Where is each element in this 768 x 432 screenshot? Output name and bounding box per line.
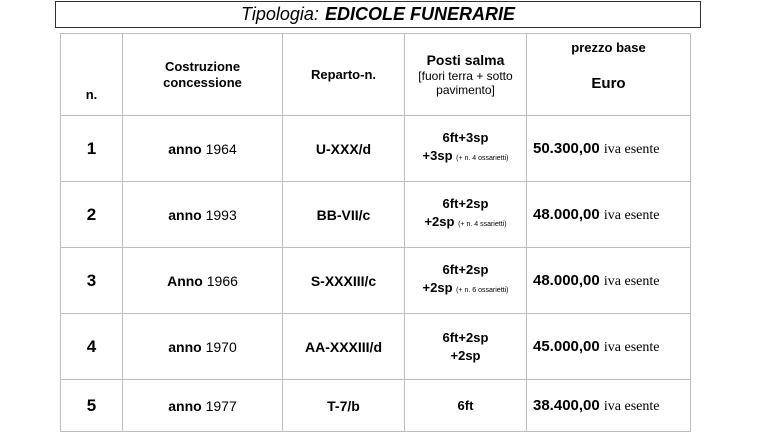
row-reparto: S-XXXIII/c: [283, 248, 405, 314]
header-posti: [405, 34, 527, 116]
row-prezzo: 45.000,00 iva esente: [527, 314, 691, 380]
table-row: [61, 314, 691, 380]
row-number: 4: [61, 314, 123, 380]
row-posti: 6ft+2sp +2sp: [405, 314, 527, 380]
row-posti: 6ft+3sp +3sp (+ n. 4 ossarietti): [405, 116, 527, 182]
header-prezzo-top: prezzo base: [571, 39, 646, 55]
header-posti-main: Posti salma: [426, 52, 505, 68]
table-row: [61, 182, 691, 248]
row-costruzione: anno 1970: [123, 314, 283, 380]
row-prezzo: 48.000,00 iva esente: [527, 248, 691, 314]
table-row: [61, 116, 691, 182]
row-prezzo: 50.300,00 iva esente: [527, 116, 691, 182]
document-title: [55, 1, 701, 28]
row-number: 3: [61, 248, 123, 314]
row-prezzo: 38.400,00 iva esente: [527, 380, 691, 432]
table-header-row: [61, 34, 691, 116]
row-reparto: AA-XXXIII/d: [283, 314, 405, 380]
row-posti: 6ft: [405, 380, 527, 432]
row-costruzione: anno 1964: [123, 116, 283, 182]
header-n: n.: [61, 34, 123, 116]
header-reparto: Reparto-n.: [283, 34, 405, 116]
table-row: [61, 248, 691, 314]
price-table: [60, 33, 691, 432]
row-costruzione: anno 1977: [123, 380, 283, 432]
header-posti-sub: [fuori terra + sotto pavimento]: [418, 69, 513, 97]
row-number: 1: [61, 116, 123, 182]
row-number: 5: [61, 380, 123, 432]
row-number: 2: [61, 182, 123, 248]
header-prezzo: [527, 34, 691, 116]
header-costruzione: Costruzione concessione: [123, 34, 283, 116]
title-prefix: Tipologia:: [241, 4, 319, 24]
row-costruzione: Anno 1966: [123, 248, 283, 314]
row-posti: 6ft+2sp +2sp (+ n. 4 ssarietti): [405, 182, 527, 248]
row-prezzo: 48.000,00 iva esente: [527, 182, 691, 248]
table-row: [61, 380, 691, 432]
header-prezzo-bottom: Euro: [591, 74, 626, 92]
row-reparto: T-7/b: [283, 380, 405, 432]
row-posti: 6ft+2sp +2sp (+ n. 6 ossarietti): [405, 248, 527, 314]
row-reparto: U-XXX/d: [283, 116, 405, 182]
title-main: EDICOLE FUNERARIE: [324, 4, 515, 24]
row-reparto: BB-VII/c: [283, 182, 405, 248]
row-costruzione: anno 1993: [123, 182, 283, 248]
